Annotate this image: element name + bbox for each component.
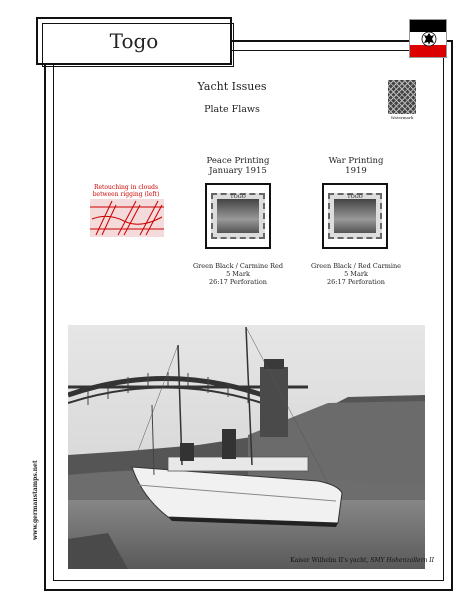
war-desc-value: 5 Mark [344,270,368,278]
peace-stamp [211,193,265,239]
peace-desc-perforation: 26:17 Perforation [209,278,267,286]
war-title-line1: War Printing [328,156,384,166]
peace-desc-value: 5 Mark [226,270,250,278]
watermark-sample [386,80,418,122]
war-printing-title [314,156,398,176]
site-url: www.germanstamps.net [32,460,39,540]
peace-title-line1: Peace Printing [206,156,270,166]
country-title-box [36,17,232,65]
page-heading: Yacht Issues [197,80,267,93]
country-title: Togo [109,29,159,53]
peace-stamp-mount [205,183,271,249]
caption-ship-name: SMY Hohenzollern II [370,557,434,564]
peace-title-line2: January 1915 [209,166,267,176]
war-stamp-mount [322,183,388,249]
caption-prefix: Kaiser Wilhelm II's yacht, [290,557,371,564]
peace-stamp-text: TOGO [230,194,246,200]
war-stamp-text: TOGO [347,194,363,200]
war-stamp [328,193,382,239]
peace-desc-colors: Green Black / Carmine Red [192,262,284,270]
flaw-detail-image [90,199,164,237]
war-description [308,262,404,286]
page-subheading: Plate Flaws [204,104,260,115]
watermark-label: Watermark [390,115,414,120]
imperial-flag-icon [409,19,447,58]
flaw-label: Retouching in clouds between rigging (left) [92,184,160,198]
peace-printing-title [196,156,280,176]
war-desc-perforation: 26:17 Perforation [327,278,385,286]
war-desc-colors: Green Black / Red Carmine [310,262,402,270]
photo-caption [290,557,434,564]
peace-description [190,262,286,286]
eagle-icon [421,29,437,49]
war-title-line2: 1919 [345,166,367,176]
yacht-photo [68,325,425,569]
watermark-image [388,80,416,114]
